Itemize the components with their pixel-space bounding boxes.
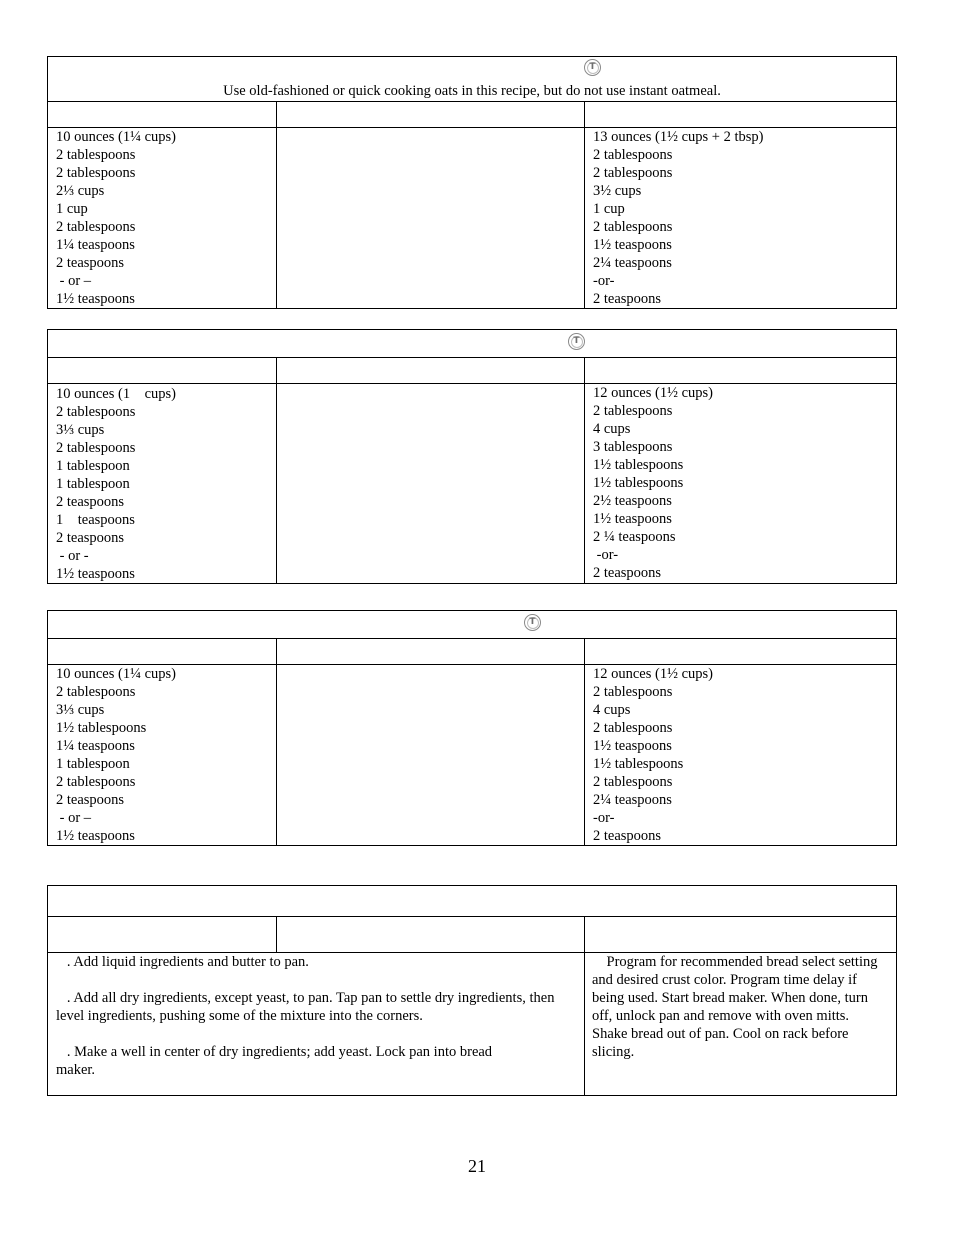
amount-line: 2 tablespoons bbox=[56, 774, 136, 790]
column-header-3 bbox=[585, 102, 896, 127]
recipe-table-2 bbox=[47, 329, 897, 584]
amount-line: 1 tablespoon bbox=[56, 458, 130, 474]
amount-line: 3 tablespoons bbox=[593, 439, 673, 455]
amount-line: 2 teaspoons bbox=[593, 828, 662, 844]
step-1: . Add liquid ingredients and butter to pan. bbox=[56, 954, 309, 970]
amount-line: 2 teaspoons bbox=[593, 565, 662, 581]
column-header-3 bbox=[585, 917, 896, 952]
column-header-1 bbox=[48, 102, 277, 127]
amount-line: 1½ teaspoons bbox=[593, 738, 672, 754]
directions-body bbox=[48, 953, 896, 1095]
amount-line: 2 tablespoons bbox=[593, 165, 673, 181]
amount-line: - or – bbox=[56, 273, 92, 289]
amount-line: - or - bbox=[56, 548, 89, 564]
amount-line: 2 tablespoons bbox=[56, 404, 136, 420]
directions-table bbox=[47, 885, 897, 1096]
step-2: . Add all dry ingredients, except yeast, to pan. Tap pan to settle dry ingredients, then level ingredients, pushing some of the mixture into the corners. bbox=[56, 990, 559, 1024]
table-2-column-headers bbox=[48, 358, 896, 384]
amount-line: 13 ounces (1½ cups + 2 tbsp) bbox=[593, 129, 764, 145]
directions-column-headers bbox=[48, 917, 896, 953]
amount-line: 1 tablespoon bbox=[56, 476, 130, 492]
table-1-ingredients bbox=[277, 128, 585, 308]
table-2-ingredients bbox=[277, 384, 585, 583]
column-header-2 bbox=[277, 102, 585, 127]
amount-line: 1¼ teaspoons bbox=[56, 237, 135, 253]
timer-icon: T bbox=[568, 333, 585, 350]
column-header-1 bbox=[48, 639, 277, 664]
amount-line: 2¼ teaspoons bbox=[593, 792, 672, 808]
amount-line: 10 ounces (1¼ cups) bbox=[56, 129, 177, 145]
column-header-2 bbox=[277, 358, 585, 383]
amount-line: - or – bbox=[56, 810, 92, 826]
amount-line: 1½ teaspoons bbox=[593, 511, 672, 527]
timer-icon: T bbox=[584, 59, 601, 76]
amount-line: 12 ounces (1½ cups) bbox=[593, 385, 714, 401]
recipe-table-3 bbox=[47, 610, 897, 846]
table-1-header bbox=[48, 57, 896, 102]
table-1-column-headers bbox=[48, 102, 896, 128]
amount-line: 2 tablespoons bbox=[593, 219, 673, 235]
table-2-header bbox=[48, 330, 896, 358]
amount-line: -or- bbox=[593, 547, 619, 563]
column-header-1 bbox=[48, 917, 277, 952]
page-number: 21 bbox=[468, 1156, 486, 1176]
amount-line: 1½ teaspoons bbox=[593, 237, 672, 253]
amount-line: 1 teaspoons bbox=[56, 512, 135, 528]
column-header-3 bbox=[585, 358, 896, 383]
amount-line: 2 tablespoons bbox=[56, 440, 136, 456]
amount-line: -or- bbox=[593, 810, 615, 826]
amount-line: 1½ teaspoons bbox=[56, 828, 135, 844]
table-1-large-loaf-amounts bbox=[585, 128, 896, 308]
amount-line: 1¼ teaspoons bbox=[56, 738, 135, 754]
amount-line: 10 ounces (1 cups) bbox=[56, 386, 177, 402]
amount-line: 2 tablespoons bbox=[593, 147, 673, 163]
amount-line: 2 ¼ teaspoons bbox=[593, 529, 676, 545]
amount-line: 10 ounces (1¼ cups) bbox=[56, 666, 177, 682]
amount-line: 2 tablespoons bbox=[56, 219, 136, 235]
amount-line: 2 teaspoons bbox=[56, 494, 125, 510]
amount-line: 2 tablespoons bbox=[56, 684, 136, 700]
amount-line: 3⅓ cups bbox=[56, 422, 105, 438]
table-1-small-loaf-amounts bbox=[48, 128, 277, 308]
recipe-table-1 bbox=[47, 56, 897, 309]
directions-steps bbox=[48, 953, 585, 1095]
amount-line: 2 teaspoons bbox=[56, 792, 125, 808]
column-header-1 bbox=[48, 358, 277, 383]
amount-line: 2 tablespoons bbox=[56, 147, 136, 163]
column-header-3 bbox=[585, 639, 896, 664]
table-2-large-loaf-amounts bbox=[585, 384, 896, 583]
amount-line: 4 cups bbox=[593, 421, 631, 437]
oats-note: Use old-fashioned or quick cooking oats in this recipe, but do not use instant oatmeal. bbox=[223, 83, 721, 99]
amount-line: 2 tablespoons bbox=[56, 165, 136, 181]
table-3-large-loaf-amounts bbox=[585, 665, 896, 845]
table-3-ingredients bbox=[277, 665, 585, 845]
directions-program-text: Program for recommended bread select setting and desired crust color. Program time delay if being used. Start bread maker. When done, turn off, unlock pan and remove with oven mitts. Shake bread out of pan. Cool on rack before slicing. bbox=[592, 954, 882, 1060]
amount-line: 2¼ teaspoons bbox=[593, 255, 672, 271]
amount-line: 4 cups bbox=[593, 702, 631, 718]
amount-line: 1 tablespoon bbox=[56, 756, 130, 772]
amount-line: 1½ teaspoons bbox=[56, 291, 135, 307]
amount-line: 1½ tablespoons bbox=[593, 475, 684, 491]
column-header-2 bbox=[277, 639, 585, 664]
amount-line: 3½ cups bbox=[593, 183, 642, 199]
amount-line: 2½ teaspoons bbox=[593, 493, 672, 509]
directions-header bbox=[48, 886, 896, 917]
table-2-body bbox=[48, 384, 896, 583]
step-3: . Make a well in center of dry ingredients; add yeast. Lock pan into bread maker. bbox=[56, 1044, 496, 1078]
amount-line: 1½ teaspoons bbox=[56, 566, 135, 582]
amount-line: 2 tablespoons bbox=[593, 720, 673, 736]
table-3-small-loaf-amounts bbox=[48, 665, 277, 845]
amount-line: 3⅓ cups bbox=[56, 702, 105, 718]
amount-line: 2 teaspoons bbox=[56, 530, 125, 546]
table-2-small-loaf-amounts bbox=[48, 384, 277, 583]
amount-line: 2 teaspoons bbox=[593, 291, 662, 307]
timer-icon: T bbox=[524, 614, 541, 631]
table-1-body bbox=[48, 128, 896, 308]
table-3-header bbox=[48, 611, 896, 639]
amount-line: 12 ounces (1½ cups) bbox=[593, 666, 714, 682]
amount-line: 1 cup bbox=[593, 201, 625, 217]
amount-line: -or- bbox=[593, 273, 615, 289]
amount-line: 1½ tablespoons bbox=[56, 720, 147, 736]
amount-line: 1 cup bbox=[56, 201, 88, 217]
amount-line: 1½ tablespoons bbox=[593, 756, 684, 772]
amount-line: 2 tablespoons bbox=[593, 684, 673, 700]
amount-line: 2⅓ cups bbox=[56, 183, 105, 199]
amount-line: 2 tablespoons bbox=[593, 403, 673, 419]
amount-line: 1½ tablespoons bbox=[593, 457, 684, 473]
table-3-column-headers bbox=[48, 639, 896, 665]
table-3-body bbox=[48, 665, 896, 845]
column-header-2 bbox=[277, 917, 585, 952]
amount-line: 2 teaspoons bbox=[56, 255, 125, 271]
amount-line: 2 tablespoons bbox=[593, 774, 673, 790]
